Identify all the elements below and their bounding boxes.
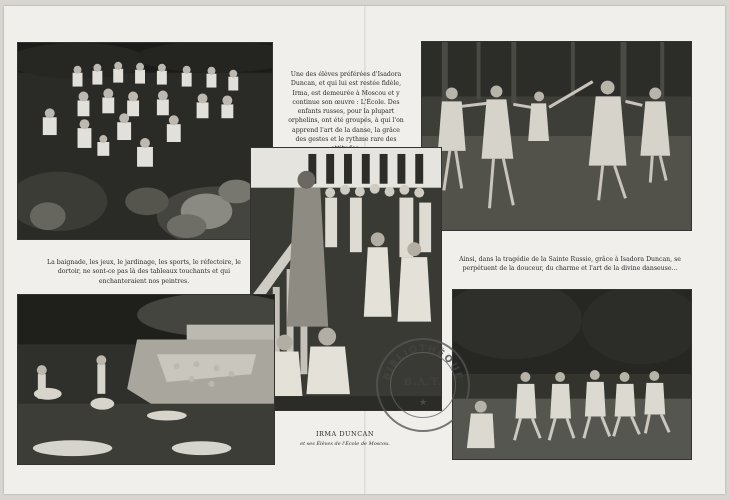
- stamp-center-text: B.A.T.: [403, 377, 443, 388]
- children-in-garden-photo: [17, 42, 273, 240]
- circle-dance-photo: [421, 41, 692, 231]
- library-stamp: [376, 338, 470, 432]
- river-bathing-photo: [17, 294, 275, 465]
- activities-caption: La baignade, les jeux, le jardinage, les sports, le réfectoire, le dortoir, ne sont-ce pas là des tableaux touchants et qui enchanteraient nos peintres.: [47, 259, 241, 285]
- tragedy-caption: Ainsi, dans la tragédie de la Sainte Russie, grâce à Isadora Duncan, se perpétuent de la douceur, du charme et l'art de la divine danseuse...: [459, 256, 681, 273]
- intro-caption: Une des élèves préférées d'Isadora Duncan, et qui lui est restée fidèle, Irma, est demeurée à Moscou et y continue son œuvre : L'École. Des enfants russes, pour la plupart orphelins, ont été groupés, à qui l'on apprend l'art de la danse, la grâce des gestes et le rythme rare des: [288, 71, 404, 144]
- portrait-name: IRMA DUNCAN: [315, 430, 375, 438]
- star-icon: ★: [418, 398, 428, 408]
- portrait-subcaption: et ses Élèves de l'École de Moscou.: [300, 441, 390, 447]
- line-dance-photo: [452, 289, 692, 460]
- stamp-ring-label: BIBLIOTHÈQUE: [381, 343, 465, 382]
